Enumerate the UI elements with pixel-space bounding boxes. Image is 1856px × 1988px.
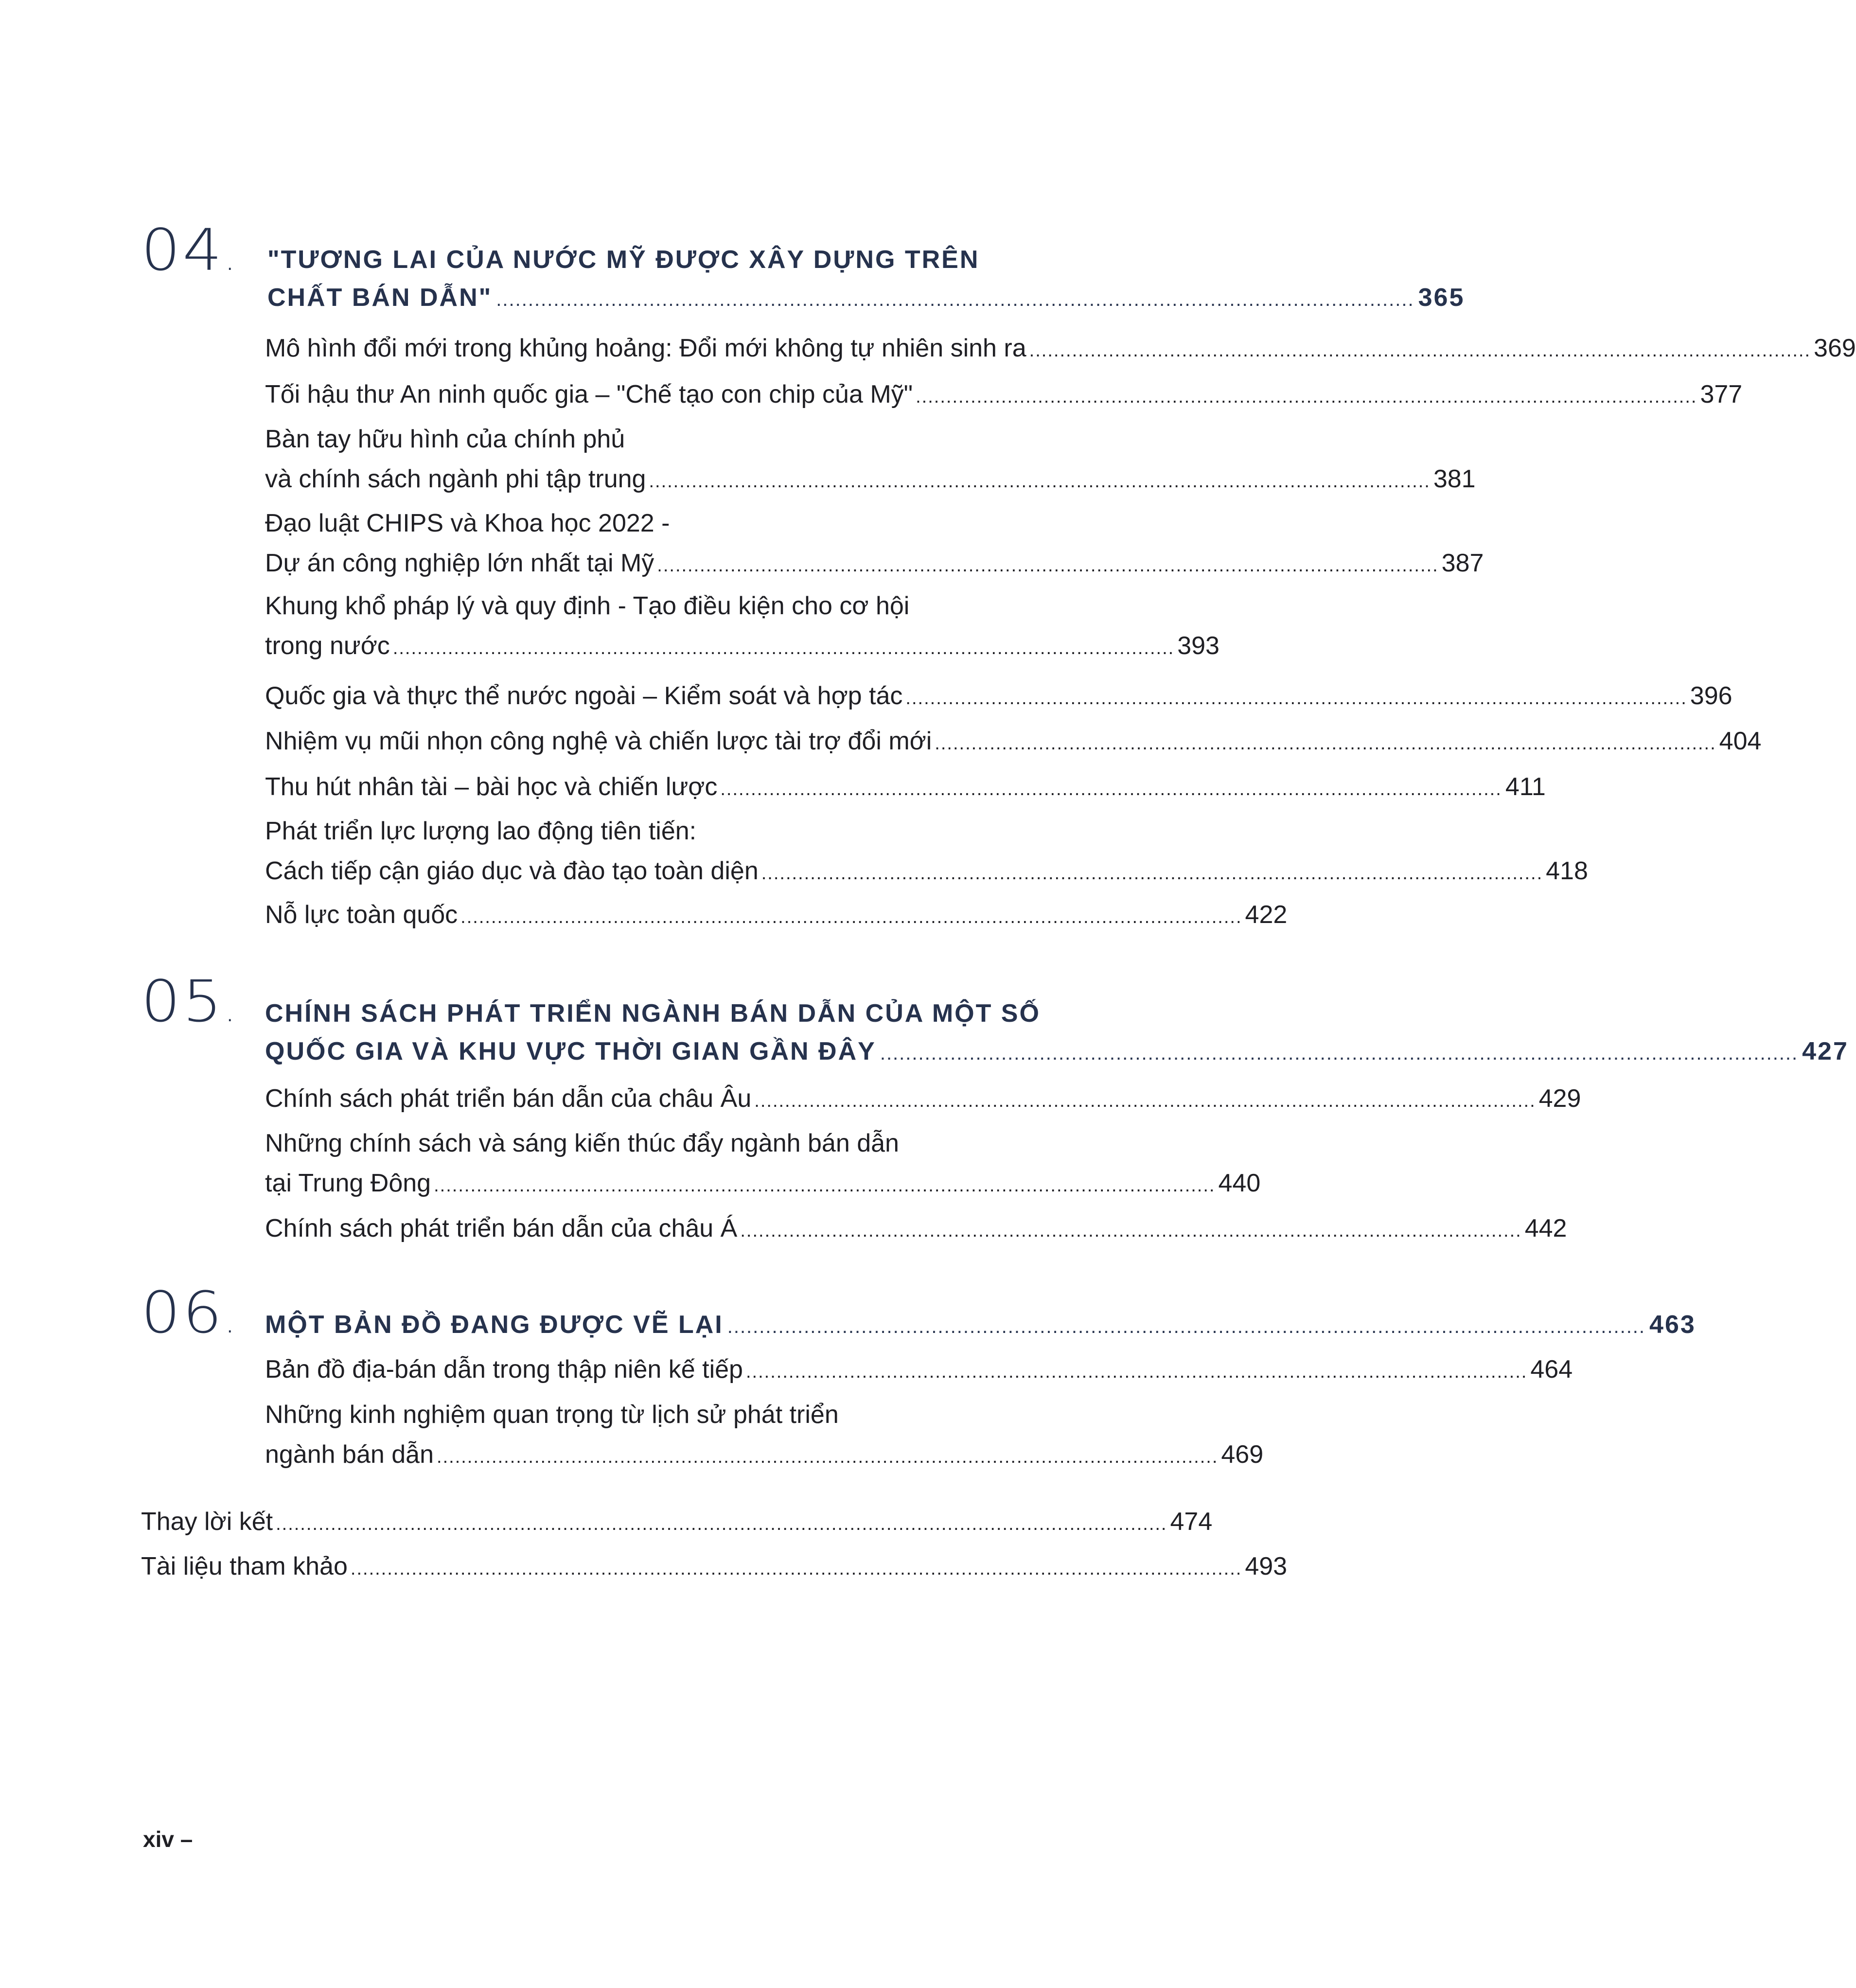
dot-leader: ................................................................................................................................	[916, 387, 1697, 407]
dot-leader: ................................................................................................................................	[657, 555, 1439, 576]
page-number: 427	[1802, 1037, 1849, 1065]
toc-entry: Phát triển lực lượng lao động tiên tiến: Cách tiếp cận giáo dục và đào tạo toàn diện ................................................................................................................................ 418	[265, 811, 1133, 893]
dot-leader: ................................................................................................................................	[740, 1221, 1522, 1241]
page-number: 396	[1690, 682, 1732, 710]
toc-entry: Mô hình đổi mới trong khủng hoảng: Đổi mới không tự nhiên sinh ra ................................................................................................................................ 369	[265, 328, 1133, 371]
page-number: 411	[1505, 773, 1546, 801]
page-number: 393	[1177, 632, 1220, 660]
page-number: 404	[1719, 727, 1762, 755]
toc-entry: Thu hút nhân tài – bài học và chiến lược ................................................................................................................................ 411	[265, 767, 1133, 809]
dot-leader: ................................................................................................................................	[1029, 340, 1811, 361]
page-number: 422	[1245, 901, 1288, 929]
dot-leader: ..................................................................................................................................................	[276, 1514, 1167, 1534]
chapter-title	[267, 241, 1465, 319]
page-number: 440	[1218, 1169, 1261, 1197]
chapter-number: 05.	[141, 968, 238, 1035]
chapter-title	[265, 1306, 1696, 1346]
chapter-title-line: MỘT BẢN ĐỒ ĐANG ĐƯỢC VẼ LẠI	[265, 1311, 724, 1339]
page-number: 387	[1441, 549, 1484, 577]
dot-leader: ................................................................................................................................	[649, 471, 1431, 492]
dot-leader: ................................................................................................................................	[392, 638, 1175, 658]
page-number: 377	[1700, 380, 1743, 408]
page-number: 442	[1524, 1214, 1567, 1242]
chapter-title-line: "TƯƠNG LAI CỦA NƯỚC MỸ ĐƯỢC XÂY DỰNG TRÊN	[267, 246, 980, 274]
toc-entry: Những chính sách và sáng kiến thúc đẩy ngành bán dẫn tại Trung Đông ................................................................................................................................ 440	[265, 1123, 1133, 1206]
toc-entry: Khung khổ pháp lý và quy định - Tạo điều kiện cho cơ hội trong nước ................................................................................................................................ 393	[265, 586, 1133, 668]
toc-entry: Đạo luật CHIPS và Khoa học 2022 - Dự án công nghiệp lớn nhất tại Mỹ ................................................................................................................................ 387	[265, 503, 1133, 586]
page-number: 381	[1433, 465, 1476, 493]
chapter-number: 04.	[141, 216, 238, 284]
toc-entry: Nỗ lực toàn quốc ................................................................................................................................ 422	[265, 895, 1133, 937]
chapter-title-line: CHẤT BÁN DẪN"	[267, 284, 493, 312]
dot-leader: ..................................................................................................................................................	[350, 1559, 1242, 1579]
toc-entry: Bàn tay hữu hình của chính phủ và chính sách ngành phi tập trung ................................................................................................................................ 381	[265, 419, 1133, 501]
toc-entry-afterword: Thay lời kết .................................................................................................................................................. 474	[141, 1502, 1133, 1544]
toc-entry: Chính sách phát triển bán dẫn của châu Á ................................................................................................................................ 442	[265, 1208, 1133, 1251]
dot-leader: ................................................................................................................................................	[727, 1316, 1646, 1337]
page-number: 469	[1221, 1440, 1264, 1469]
chapter-number: 06.	[141, 1279, 238, 1346]
toc-entry: Chính sách phát triển bán dẫn của châu Âu ................................................................................................................................ 429	[265, 1079, 1133, 1121]
page-number: 418	[1546, 857, 1588, 885]
dot-leader: ................................................................................................................................	[434, 1175, 1216, 1196]
page-footer: xiv –	[143, 1827, 193, 1852]
dot-leader: ................................................................................................................................	[905, 688, 1687, 709]
dot-leader: ................................................................................................................................	[720, 779, 1502, 799]
dot-leader: ................................................................................................................................	[437, 1447, 1219, 1467]
toc-entry: Những kinh nghiệm quan trọng từ lịch sử phát triển ngành bán dẫn ................................................................................................................................ 469	[265, 1395, 1133, 1477]
page-number: 429	[1538, 1084, 1581, 1113]
dot-leader: ................................................................................................................................	[460, 907, 1242, 927]
toc-entry: Tối hậu thư An ninh quốc gia – "Chế tạo con chip của Mỹ" ................................................................................................................................ 377	[265, 374, 1133, 417]
dot-leader: ................................................................................................................................	[745, 1362, 1528, 1382]
chapter-title-line: CHÍNH SÁCH PHÁT TRIỂN NGÀNH BÁN DẪN CỦA MỘT SỐ	[265, 999, 1041, 1028]
page-number: 464	[1530, 1355, 1573, 1384]
chapter-title	[265, 994, 1849, 1072]
page-number: 463	[1649, 1311, 1696, 1339]
dot-leader: ................................................................................................................................................	[880, 1043, 1799, 1064]
dot-leader: ................................................................................................................................	[754, 1091, 1536, 1111]
chapter-title-line: QUỐC GIA VÀ KHU VỰC THỜI GIAN GẦN ĐÂY	[265, 1037, 876, 1065]
page-number: 365	[1418, 284, 1465, 312]
toc-entry: Bản đồ địa-bán dẫn trong thập niên kế tiếp ................................................................................................................................ 464	[265, 1349, 1133, 1392]
page-number: 493	[1245, 1552, 1288, 1580]
toc-entry: Nhiệm vụ mũi nhọn công nghệ và chiến lược tài trợ đổi mới ................................................................................................................................ 404	[265, 721, 1133, 763]
dot-leader: ................................................................................................................................................	[496, 289, 1414, 310]
dot-leader: ................................................................................................................................	[761, 863, 1543, 884]
toc-entry-references: Tài liệu tham khảo .................................................................................................................................................. 493	[141, 1546, 1133, 1589]
toc-entry: Quốc gia và thực thể nước ngoài – Kiểm soát và hợp tác ................................................................................................................................ 396	[265, 676, 1133, 718]
page-number: 369	[1814, 334, 1856, 362]
dot-leader: ................................................................................................................................	[935, 733, 1716, 754]
page-number: 474	[1170, 1508, 1213, 1536]
